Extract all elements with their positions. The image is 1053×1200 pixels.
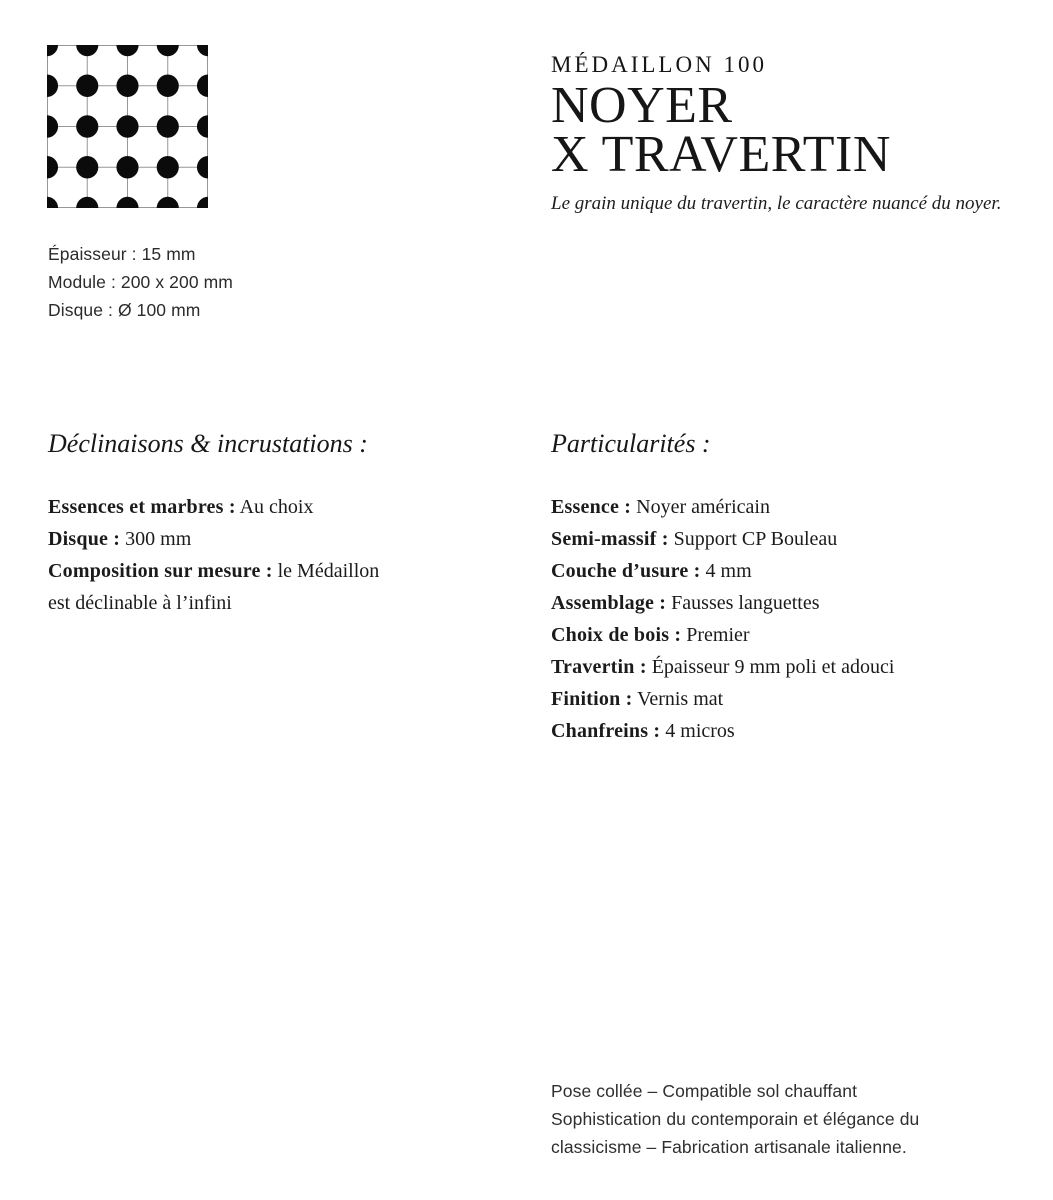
spec-value: 4 mm xyxy=(705,560,752,582)
medaillon-grid-pattern-svg xyxy=(47,45,208,208)
spec-row-finition xyxy=(551,683,1021,715)
spec-value: 300 mm xyxy=(125,528,192,550)
spec-row-disque xyxy=(48,523,393,555)
spec-row-chanfreins xyxy=(551,715,1021,747)
spec-value: Premier xyxy=(686,624,750,646)
spec-row-essence xyxy=(551,491,1021,523)
spec-label: Assemblage : xyxy=(551,592,667,614)
spec-row-semi-massif xyxy=(551,523,1021,555)
dimension-line-epaisseur: Épaisseur : 15 mm xyxy=(48,244,196,264)
tile-pattern-image xyxy=(47,45,208,208)
spec-label: Disque : xyxy=(48,528,121,550)
dimension-line-disque: Disque : Ø 100 mm xyxy=(48,300,201,320)
collection-name: MÉDAILLON 100 xyxy=(551,52,767,77)
footer-note xyxy=(551,1077,991,1161)
spec-value: le Médaillon est déclinable à l’infini xyxy=(48,560,380,614)
dimension-line-module: Module : 200 x 200 mm xyxy=(48,272,233,292)
spec-label: Couche d’usure : xyxy=(551,560,701,582)
product-title-line-2: X TRAVERTIN xyxy=(551,126,891,183)
spec-label: Chanfreins : xyxy=(551,720,661,742)
footer-line-pose: Pose collée – Compatible sol chauffant xyxy=(551,1081,858,1101)
spec-value: Au choix xyxy=(239,496,314,518)
footer-line-classicisme: classicisme – Fabrication artisanale italienne. xyxy=(551,1137,907,1157)
spec-row-choix-de-bois xyxy=(551,619,1021,651)
spec-row-travertin xyxy=(551,651,1021,683)
spec-value: Noyer américain xyxy=(636,496,770,518)
spec-label: Essence : xyxy=(551,496,632,518)
footer-line-sophistication: Sophistication du contemporain et élégance du xyxy=(551,1109,920,1129)
particularites-heading: Particularités : xyxy=(551,429,711,458)
spec-row-essences-et-marbres xyxy=(48,491,393,523)
spec-value: Vernis mat xyxy=(637,688,724,710)
spec-label: Choix de bois : xyxy=(551,624,682,646)
product-dimensions xyxy=(48,240,233,324)
particularites-list xyxy=(551,491,1021,747)
product-title xyxy=(551,77,1021,183)
spec-row-assemblage xyxy=(551,587,1021,619)
declinaisons-heading: Déclinaisons & incrustations : xyxy=(48,429,368,458)
product-title-line-1: NOYER xyxy=(551,77,733,134)
spec-label: Finition : xyxy=(551,688,633,710)
product-tagline: Le grain unique du travertin, le caractère nuancé du noyer. xyxy=(551,193,1002,214)
title-block xyxy=(551,51,1021,216)
spec-label: Essences et marbres : xyxy=(48,496,236,518)
spec-value: Épaisseur 9 mm poli et adouci xyxy=(651,656,895,678)
spec-row-couche-d-usure xyxy=(551,555,1021,587)
declinaisons-list xyxy=(48,491,393,619)
spec-value: Support CP Bouleau xyxy=(673,528,838,550)
spec-value: Fausses languettes xyxy=(671,592,820,614)
spec-label: Semi-massif : xyxy=(551,528,669,550)
spec-label: Travertin : xyxy=(551,656,647,678)
spec-label: Composition sur mesure : xyxy=(48,560,273,582)
spec-value: 4 micros xyxy=(665,720,735,742)
spec-row-composition-sur-mesure xyxy=(48,555,393,619)
